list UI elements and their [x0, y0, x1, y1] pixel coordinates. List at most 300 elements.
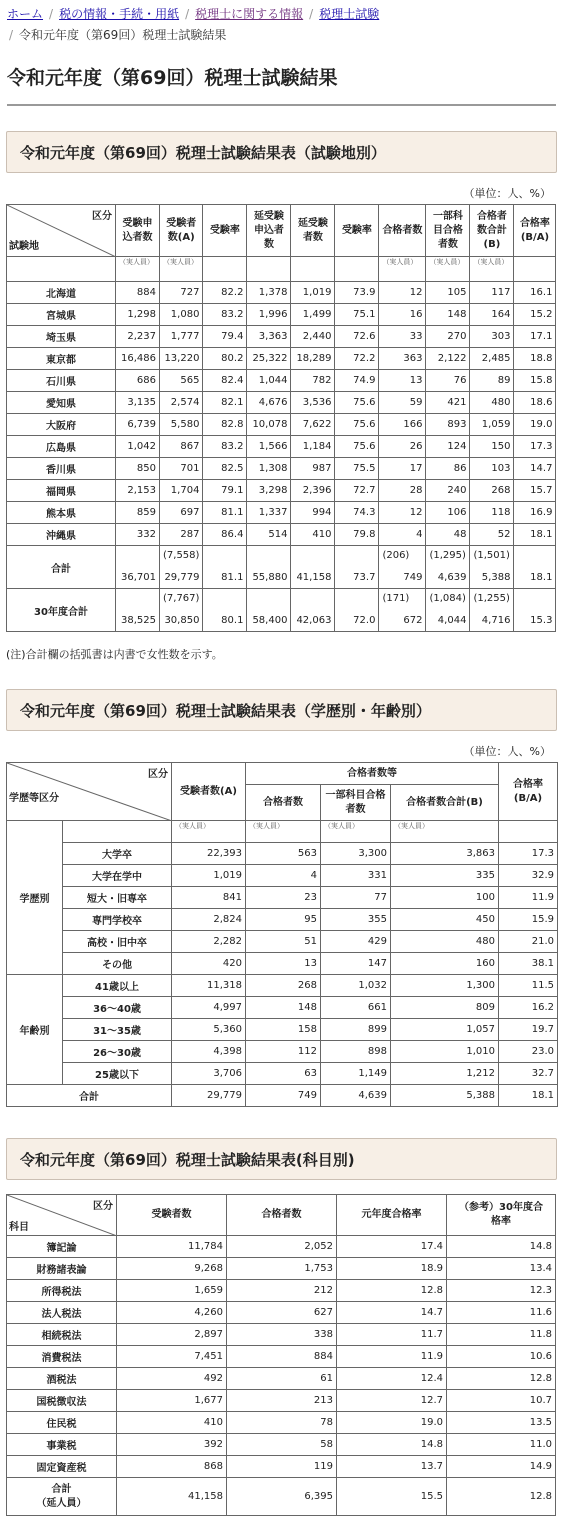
table-cell: 898: [321, 1041, 391, 1063]
table-cell: 686: [116, 370, 160, 392]
table-cell: 41,158: [117, 1478, 227, 1516]
row-header-subject: 国税徴収法: [7, 1390, 117, 1412]
section-title-by-education-age: 令和元年度（第69回）税理士試験結果表（学歴別・年齢別）: [6, 689, 557, 731]
table-cell: 51: [246, 931, 321, 953]
table-cell: 1,212: [391, 1063, 499, 1085]
cell-value: 4,044: [437, 615, 467, 626]
table-cell: 75.6: [335, 392, 379, 414]
table-cell: 213: [227, 1390, 337, 1412]
column-header: 一部科目合格者数: [426, 205, 470, 257]
table-cell: 1,659: [117, 1280, 227, 1302]
table-row-total: [7, 1085, 558, 1107]
total-label-sub: （延人員）: [36, 1497, 87, 1509]
breadcrumb-zeirishi-info-link[interactable]: 税理士に関する情報: [195, 7, 304, 21]
row-header-age: 26～30歳: [63, 1041, 172, 1063]
row-header-subject: 相続税法: [7, 1324, 117, 1346]
table-cell: 74.3: [335, 502, 379, 524]
table-cell: [116, 589, 160, 632]
row-header-subject: 事業税: [7, 1434, 117, 1456]
table-cell: 23: [246, 887, 321, 909]
table-row: [7, 348, 556, 370]
table-cell: 1,378: [247, 282, 291, 304]
row-header-prev: 30年度合計: [7, 589, 116, 632]
female-count: (1,084): [429, 593, 466, 604]
row-header-education: 短大・旧専卒: [63, 887, 172, 909]
table-cell: 841: [172, 887, 246, 909]
unit-label: （単位：人、%）: [463, 187, 551, 200]
table-cell: 166: [379, 414, 426, 436]
header-corner-bottom: 試験地: [9, 241, 39, 252]
table-header-row: [7, 1195, 556, 1236]
table-cell: 867: [160, 436, 203, 458]
breadcrumb-separator: /: [49, 7, 54, 21]
row-header-age: 41歳以上: [63, 975, 172, 997]
table-cell: 105: [426, 282, 470, 304]
table-cell: 10.7: [447, 1390, 556, 1412]
table-cell: 3,298: [247, 480, 291, 502]
table-cell: 75.6: [335, 436, 379, 458]
table-cell: 2,574: [160, 392, 203, 414]
section-title-by-subject: 令和元年度（第69回）税理士試験結果表(科目別): [6, 1138, 557, 1180]
table-cell: 82.2: [203, 282, 247, 304]
sub-label-cell: [391, 821, 499, 843]
table-cell: 118: [470, 502, 514, 524]
sub-label-cell: [426, 257, 470, 282]
group-header-education: 学歴別: [7, 821, 63, 975]
table-cell: 17.4: [337, 1236, 447, 1258]
table-cell: 103: [470, 458, 514, 480]
table-cell: 73.9: [335, 282, 379, 304]
table-cell: 4,676: [247, 392, 291, 414]
table-cell: 2,052: [227, 1236, 337, 1258]
table-row: [7, 953, 558, 975]
table-cell: 565: [160, 370, 203, 392]
table-cell: 884: [116, 282, 160, 304]
cell-value: 5,388: [481, 572, 511, 583]
row-header-total: 合計: [7, 546, 116, 589]
table-cell: 18.6: [514, 392, 556, 414]
table-cell: 22,393: [172, 843, 246, 865]
table-cell: 19.0: [514, 414, 556, 436]
table-cell: 1,308: [247, 458, 291, 480]
table-cell: 18.9: [337, 1258, 447, 1280]
table-cell: 29,779: [172, 1085, 246, 1107]
table-cell: 16.1: [514, 282, 556, 304]
cell-value: 29,779: [164, 572, 200, 583]
sub-label-text: （実人員）: [249, 822, 284, 830]
cell-value: 30,850: [164, 615, 200, 626]
table-cell: [203, 546, 247, 589]
footnote: (注)合計欄の括弧書は内書で女性数を示す。: [6, 648, 223, 661]
female-count: (1,295): [429, 550, 466, 561]
table-cell: 2,282: [172, 931, 246, 953]
row-header-age: 25歳以下: [63, 1063, 172, 1085]
row-header-location: 東京都: [7, 348, 116, 370]
female-count: [206, 592, 243, 606]
table-cell: 1,184: [291, 436, 335, 458]
table-row: [7, 1324, 556, 1346]
row-header-subject: 消費税法: [7, 1346, 117, 1368]
table-cell: 11.7: [337, 1324, 447, 1346]
table-cell: 72.2: [335, 348, 379, 370]
sub-label-text: （実人員）: [163, 258, 198, 266]
total-label: 合計: [51, 1483, 72, 1495]
table-cell: 23.0: [499, 1041, 558, 1063]
header-corner-cell: [7, 205, 116, 257]
table-cell: [379, 589, 426, 632]
cell-value: 672: [403, 615, 423, 626]
table-cell: 268: [470, 480, 514, 502]
table-row: [7, 326, 556, 348]
table-cell: 11,318: [172, 975, 246, 997]
table-cell: 727: [160, 282, 203, 304]
table-cell: 21.0: [499, 931, 558, 953]
table-cell: 1,149: [321, 1063, 391, 1085]
table-cell: 859: [116, 502, 160, 524]
table-header-row: [7, 205, 556, 257]
column-header: 受験申込者数: [116, 205, 160, 257]
header-corner-top: 区分: [148, 769, 168, 780]
results-by-location-table: [6, 204, 556, 632]
table-cell: 363: [379, 348, 426, 370]
female-count: (7,767): [163, 593, 200, 604]
table-cell: 514: [247, 524, 291, 546]
table-cell: 11.0: [447, 1434, 556, 1456]
table-cell: 25,322: [247, 348, 291, 370]
row-header-age: 31～35歳: [63, 1019, 172, 1041]
table-cell: 749: [246, 1085, 321, 1107]
table-cell: 1,010: [391, 1041, 499, 1063]
header-corner-top: 区分: [93, 1201, 113, 1212]
breadcrumb-tax-info-link[interactable]: 税の情報・手続・用紙: [59, 7, 180, 21]
table-row: [7, 392, 556, 414]
table-cell: 11.9: [499, 887, 558, 909]
table-cell: 410: [117, 1412, 227, 1434]
sub-label-cell: [514, 257, 556, 282]
sub-label-cell: [247, 257, 291, 282]
table-cell: 7,451: [117, 1346, 227, 1368]
table-cell: 701: [160, 458, 203, 480]
row-header-subject: 法人税法: [7, 1302, 117, 1324]
row-header-location: 宮城県: [7, 304, 116, 326]
row-header-location: 熊本県: [7, 502, 116, 524]
table-cell: 5,360: [172, 1019, 246, 1041]
row-header-education: 大学卒: [63, 843, 172, 865]
row-header-subject: 所得税法: [7, 1280, 117, 1302]
row-header-education: 大学在学中: [63, 865, 172, 887]
table-cell: 1,300: [391, 975, 499, 997]
column-header: 受験者数(A): [172, 763, 246, 821]
table-cell: 7,622: [291, 414, 335, 436]
table-cell: 13,220: [160, 348, 203, 370]
table-cell: 2,153: [116, 480, 160, 502]
header-corner-cell: [7, 1195, 117, 1236]
row-header-location: 香川県: [7, 458, 116, 480]
table-cell: 82.4: [203, 370, 247, 392]
table-row: [7, 865, 558, 887]
table-cell: 14.9: [447, 1456, 556, 1478]
table-row: [7, 304, 556, 326]
table-cell: 18,289: [291, 348, 335, 370]
table-cell: 11.8: [447, 1324, 556, 1346]
table-cell: 18.1: [514, 524, 556, 546]
table-cell: 1,019: [172, 865, 246, 887]
table-cell: 2,897: [117, 1324, 227, 1346]
table-cell: 18.1: [499, 1085, 558, 1107]
table-row: [7, 436, 556, 458]
table-cell: 81.1: [203, 502, 247, 524]
table-cell: 13.7: [337, 1456, 447, 1478]
table-cell: 410: [291, 524, 335, 546]
table-cell: 112: [246, 1041, 321, 1063]
table-cell: 164: [470, 304, 514, 326]
table-cell: 17.3: [499, 843, 558, 865]
female-count: [338, 549, 375, 563]
row-header-subject: 固定資産税: [7, 1456, 117, 1478]
table-cell: 1,777: [160, 326, 203, 348]
table-cell: 287: [160, 524, 203, 546]
row-header-location: 埼玉県: [7, 326, 116, 348]
table-cell: 79.1: [203, 480, 247, 502]
column-header: 合格者数: [379, 205, 426, 257]
sub-label-cell: [470, 257, 514, 282]
table-row: [7, 414, 556, 436]
table-cell: 899: [321, 1019, 391, 1041]
breadcrumb: [0, 0, 563, 44]
table-row: [7, 1434, 556, 1456]
table-cell: 158: [246, 1019, 321, 1041]
table-row: [7, 997, 558, 1019]
table-cell: [426, 546, 470, 589]
row-header-subject: 酒税法: [7, 1368, 117, 1390]
breadcrumb-separator: /: [309, 7, 314, 21]
table-cell: 63: [246, 1063, 321, 1085]
table-row: [7, 1368, 556, 1390]
table-cell: 661: [321, 997, 391, 1019]
row-header-location: 愛知県: [7, 392, 116, 414]
table-cell: [247, 589, 291, 632]
table-cell: 16: [379, 304, 426, 326]
table-cell: 2,396: [291, 480, 335, 502]
table-row: [7, 1236, 556, 1258]
page-title: 令和元年度（第69回）税理士試験結果: [7, 65, 556, 106]
table-cell: 15.2: [514, 304, 556, 326]
female-count: [206, 549, 243, 563]
sub-label-cell: [203, 257, 247, 282]
row-header-location: 沖縄県: [7, 524, 116, 546]
female-count: [517, 592, 552, 606]
column-header: 受験率: [335, 205, 379, 257]
table-cell: 11.6: [447, 1302, 556, 1324]
table-cell: 12.7: [337, 1390, 447, 1412]
table-cell: 72.7: [335, 480, 379, 502]
table-cell: 13.4: [447, 1258, 556, 1280]
table-cell: 240: [426, 480, 470, 502]
table-cell: 15.8: [514, 370, 556, 392]
table-cell: 1,337: [247, 502, 291, 524]
header-corner-cell: [7, 763, 172, 821]
column-header: 合格率(B/A): [499, 763, 558, 821]
table-cell: 33: [379, 326, 426, 348]
table-cell: 74.9: [335, 370, 379, 392]
table-cell: 147: [321, 953, 391, 975]
table-cell: 1,704: [160, 480, 203, 502]
row-header-age: 36～40歳: [63, 997, 172, 1019]
table-cell: 19.0: [337, 1412, 447, 1434]
table-row: [7, 370, 556, 392]
table-cell: [116, 546, 160, 589]
table-cell: 148: [426, 304, 470, 326]
table-row: [7, 1412, 556, 1434]
sub-label-text: （実人員）: [324, 822, 359, 830]
table-cell: 14.7: [337, 1302, 447, 1324]
row-header-empty: [7, 257, 116, 282]
table-cell: 14.7: [514, 458, 556, 480]
table-row: [7, 931, 558, 953]
table-cell: 82.8: [203, 414, 247, 436]
table-cell: 1,677: [117, 1390, 227, 1412]
table-cell: 32.7: [499, 1063, 558, 1085]
table-row: [7, 502, 556, 524]
table-row: [7, 458, 556, 480]
table-cell: 61: [227, 1368, 337, 1390]
table-cell: 2,237: [116, 326, 160, 348]
female-count: (206): [382, 550, 410, 561]
sub-label-text: （実人員）: [473, 258, 509, 266]
table-cell: [470, 546, 514, 589]
table-cell: [160, 546, 203, 589]
table-cell: 48: [426, 524, 470, 546]
sub-label-cell: [379, 257, 426, 282]
female-count: [517, 549, 552, 563]
table-cell: 86.4: [203, 524, 247, 546]
row-header-education: 高校・旧中卒: [63, 931, 172, 953]
table-cell: 12.3: [447, 1280, 556, 1302]
header-corner-top: 区分: [92, 211, 112, 222]
row-header-location: 大阪府: [7, 414, 116, 436]
table-cell: [379, 546, 426, 589]
breadcrumb-home-link[interactable]: ホーム: [7, 7, 44, 21]
table-cell: 16,486: [116, 348, 160, 370]
table-cell: 4,997: [172, 997, 246, 1019]
sub-label-row: [7, 821, 558, 843]
table-cell: 420: [172, 953, 246, 975]
sub-label-cell: [291, 257, 335, 282]
table-cell: 1,298: [116, 304, 160, 326]
table-cell: 12.8: [447, 1368, 556, 1390]
table-cell: 83.2: [203, 436, 247, 458]
results-by-subject-table: [6, 1194, 556, 1516]
table-cell: 28: [379, 480, 426, 502]
column-header: 延受験申込者数: [247, 205, 291, 257]
table-cell: 355: [321, 909, 391, 931]
column-header: 合格率(B/A): [514, 205, 556, 257]
table-cell: 4,639: [321, 1085, 391, 1107]
table-cell: [160, 589, 203, 632]
table-cell: [335, 546, 379, 589]
table-cell: 1,032: [321, 975, 391, 997]
sub-label-row: [7, 257, 556, 282]
table-cell: 12.4: [337, 1368, 447, 1390]
table-cell: 3,135: [116, 392, 160, 414]
table-cell: 12: [379, 282, 426, 304]
table-cell: 59: [379, 392, 426, 414]
table-cell: 83.2: [203, 304, 247, 326]
table-cell: 332: [116, 524, 160, 546]
table-cell: 13.5: [447, 1412, 556, 1434]
column-header: 合格者数合計(B): [470, 205, 514, 257]
cell-value: 749: [403, 572, 423, 583]
table-row: [7, 1019, 558, 1041]
female-count: (7,558): [163, 550, 200, 561]
sub-label-text: （実人員）: [119, 258, 154, 266]
table-row: [7, 282, 556, 304]
table-cell: 79.8: [335, 524, 379, 546]
table-cell: 893: [426, 414, 470, 436]
table-cell: [203, 589, 247, 632]
table-row: [7, 1390, 556, 1412]
sub-label-text: （実人員）: [175, 822, 210, 830]
table-cell: 4: [379, 524, 426, 546]
sub-label-text: （実人員）: [382, 258, 418, 266]
table-cell: 268: [246, 975, 321, 997]
table-cell: 19.7: [499, 1019, 558, 1041]
table-row-total: [7, 1478, 556, 1516]
table-cell: 563: [246, 843, 321, 865]
breadcrumb-zeirishi-exam-link[interactable]: 税理士試験: [319, 7, 380, 21]
table-cell: 80.2: [203, 348, 247, 370]
table-cell: 627: [227, 1302, 337, 1324]
female-count: (171): [382, 593, 410, 604]
table-cell: 14.8: [337, 1434, 447, 1456]
table-cell: 38.1: [499, 953, 558, 975]
table-cell: [247, 546, 291, 589]
table-cell: 1,057: [391, 1019, 499, 1041]
table-cell: 117: [470, 282, 514, 304]
table-cell: 450: [391, 909, 499, 931]
breadcrumb-separator: /: [185, 7, 190, 21]
table-cell: 106: [426, 502, 470, 524]
table-cell: 160: [391, 953, 499, 975]
table-cell: 697: [160, 502, 203, 524]
row-header-empty: [63, 821, 172, 843]
table-cell: 2,122: [426, 348, 470, 370]
table-cell: 2,440: [291, 326, 335, 348]
table-cell: 9,268: [117, 1258, 227, 1280]
table-cell: 3,300: [321, 843, 391, 865]
cell-value: 80.1: [221, 615, 244, 626]
table-row: [7, 524, 556, 546]
results-by-education-age-table: [6, 762, 558, 1107]
column-header: 合格者数合計(B): [391, 785, 499, 821]
female-count: [119, 592, 156, 606]
table-cell: 5,580: [160, 414, 203, 436]
table-cell: 3,706: [172, 1063, 246, 1085]
table-cell: 11,784: [117, 1236, 227, 1258]
table-row: [7, 909, 558, 931]
sub-label-cell: [321, 821, 391, 843]
table-row: [7, 843, 558, 865]
table-cell: 100: [391, 887, 499, 909]
table-cell: 3,863: [391, 843, 499, 865]
table-cell: 86: [426, 458, 470, 480]
row-header-subject: 財務諸表論: [7, 1258, 117, 1280]
row-header-total: [7, 1478, 117, 1516]
table-cell: 868: [117, 1456, 227, 1478]
table-cell: 16.9: [514, 502, 556, 524]
table-cell: [335, 589, 379, 632]
table-cell: 12.8: [447, 1478, 556, 1516]
